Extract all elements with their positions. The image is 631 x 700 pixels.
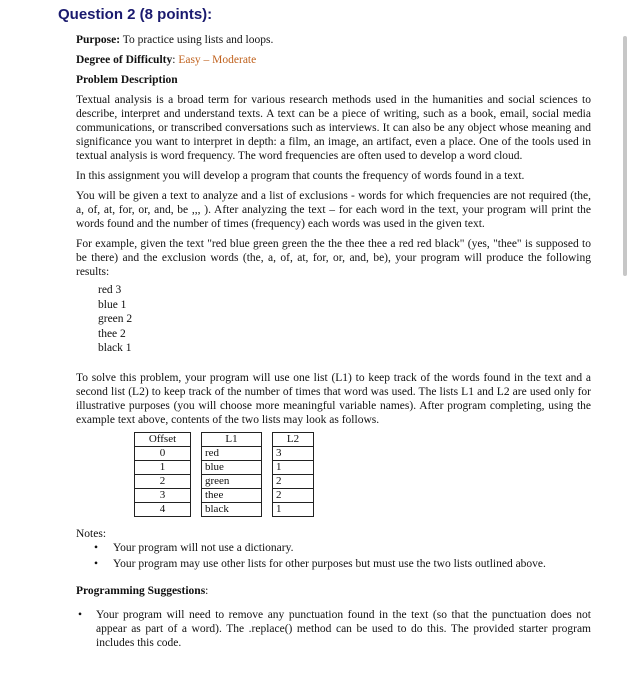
l1-header: L1 <box>202 432 262 446</box>
difficulty-sep: : <box>172 54 179 66</box>
l2-cell: 3 <box>273 446 314 460</box>
offset-cell: 4 <box>135 502 191 516</box>
l1-table <box>201 432 262 517</box>
question-title: Question 2 (8 points): <box>58 6 213 23</box>
offset-cell: 1 <box>135 460 191 474</box>
offset-cell: 0 <box>135 446 191 460</box>
l1-cell: black <box>202 502 262 516</box>
bullet-icon: • <box>78 608 83 621</box>
paragraph-intro: Textual analysis is a broad term for various research methods used in the humanities and social sciences to describe, interpret and understand texts. A text can be a piece of writing, such as a book, email, social media communications, or transcribed conversations such as interviews. It can also be any object whose meaning and significance you want to interpret in depth: a film, an image, an artifact, even a place. One of the tools used in textual analysis is word frequency. The word frequencies are often used to develop a word cloud. <box>76 94 591 162</box>
result-line: green 2 <box>98 313 133 325</box>
l2-header: L2 <box>273 432 314 446</box>
offset-header: Offset <box>135 432 191 446</box>
problem-heading: Problem Description <box>76 74 178 86</box>
l1-cell: red <box>202 446 262 460</box>
suggestions-heading-suffix: : <box>205 584 209 597</box>
note-item <box>76 541 591 555</box>
notes-list <box>76 541 591 571</box>
result-line: thee 2 <box>98 327 126 340</box>
l2-cell: 1 <box>273 460 314 474</box>
l1-cell: thee <box>202 488 262 502</box>
purpose-label: Purpose: <box>76 34 121 46</box>
l1-cell: blue <box>202 460 262 474</box>
l2-table <box>272 432 314 517</box>
suggestion-text: Your program will need to remove any punctuation found in the text (so that the punctuation does not appear as part of a word). The .replace() method can be used to do this. The provided starter program includes this code. <box>96 608 591 649</box>
results-list <box>98 283 591 356</box>
suggestions-heading-line <box>76 584 591 598</box>
paragraph-example: For example, given the text "red blue green green the the thee thee a red red black" (yes, "thee" is supposed to be there) and the exclusion words (the, a, of, at, for, or, and, be), your program will produce the following results: <box>76 238 591 278</box>
difficulty-line <box>76 53 591 67</box>
result-line: red 3 <box>98 284 122 296</box>
l1-cell: green <box>202 474 262 488</box>
bullet-icon: • <box>94 557 99 570</box>
vertical-scrollbar[interactable] <box>623 36 627 276</box>
suggestions-list <box>66 608 591 650</box>
l2-cell: 2 <box>273 488 314 502</box>
note-item <box>76 557 591 571</box>
bullet-icon: • <box>94 541 99 554</box>
offset-table <box>134 432 191 517</box>
notes-label: Notes: <box>76 527 107 540</box>
question-body <box>76 33 591 652</box>
note-text: Your program may use other lists for other purposes but must use the two lists outlined above. <box>113 557 546 570</box>
offset-cell: 3 <box>135 488 191 502</box>
lists-tables <box>134 432 591 517</box>
purpose-line <box>76 33 591 47</box>
note-text: Your program will not use a dictionary. <box>113 541 294 554</box>
result-line: blue 1 <box>98 298 127 311</box>
l2-cell: 2 <box>273 474 314 488</box>
suggestion-item <box>66 608 591 650</box>
offset-cell: 2 <box>135 474 191 488</box>
l2-cell: 1 <box>273 502 314 516</box>
difficulty-value: Easy – Moderate <box>178 54 257 66</box>
paragraph-lists: To solve this problem, your program will use one list (L1) to keep track of the words found in the text and a second list (L2) to keep track of the number of times that word was used. The lists L1 and L2 are used only for illustrative purposes (you will choose more meaningful variable names). After program completing, using the example text above, contents of the two lists may look as follows. <box>76 371 591 426</box>
difficulty-label: Degree of Difficulty <box>76 54 173 66</box>
suggestions-heading: Programming Suggestions <box>76 584 206 597</box>
paragraph-assignment: In this assignment you will develop a program that counts the frequency of words found in a text. <box>76 170 525 182</box>
result-line: black 1 <box>98 342 132 354</box>
paragraph-exclusions: You will be given a text to analyze and a list of exclusions - words for which frequencies are not required (the, a, of, at, for, or, and, be ,,, ). After analyzing the text – for each word in the text, your program will print the words found and the number of times (frequency) each words was used in the given text. <box>76 190 591 230</box>
purpose-text: To practice using lists and loops. <box>120 34 274 46</box>
